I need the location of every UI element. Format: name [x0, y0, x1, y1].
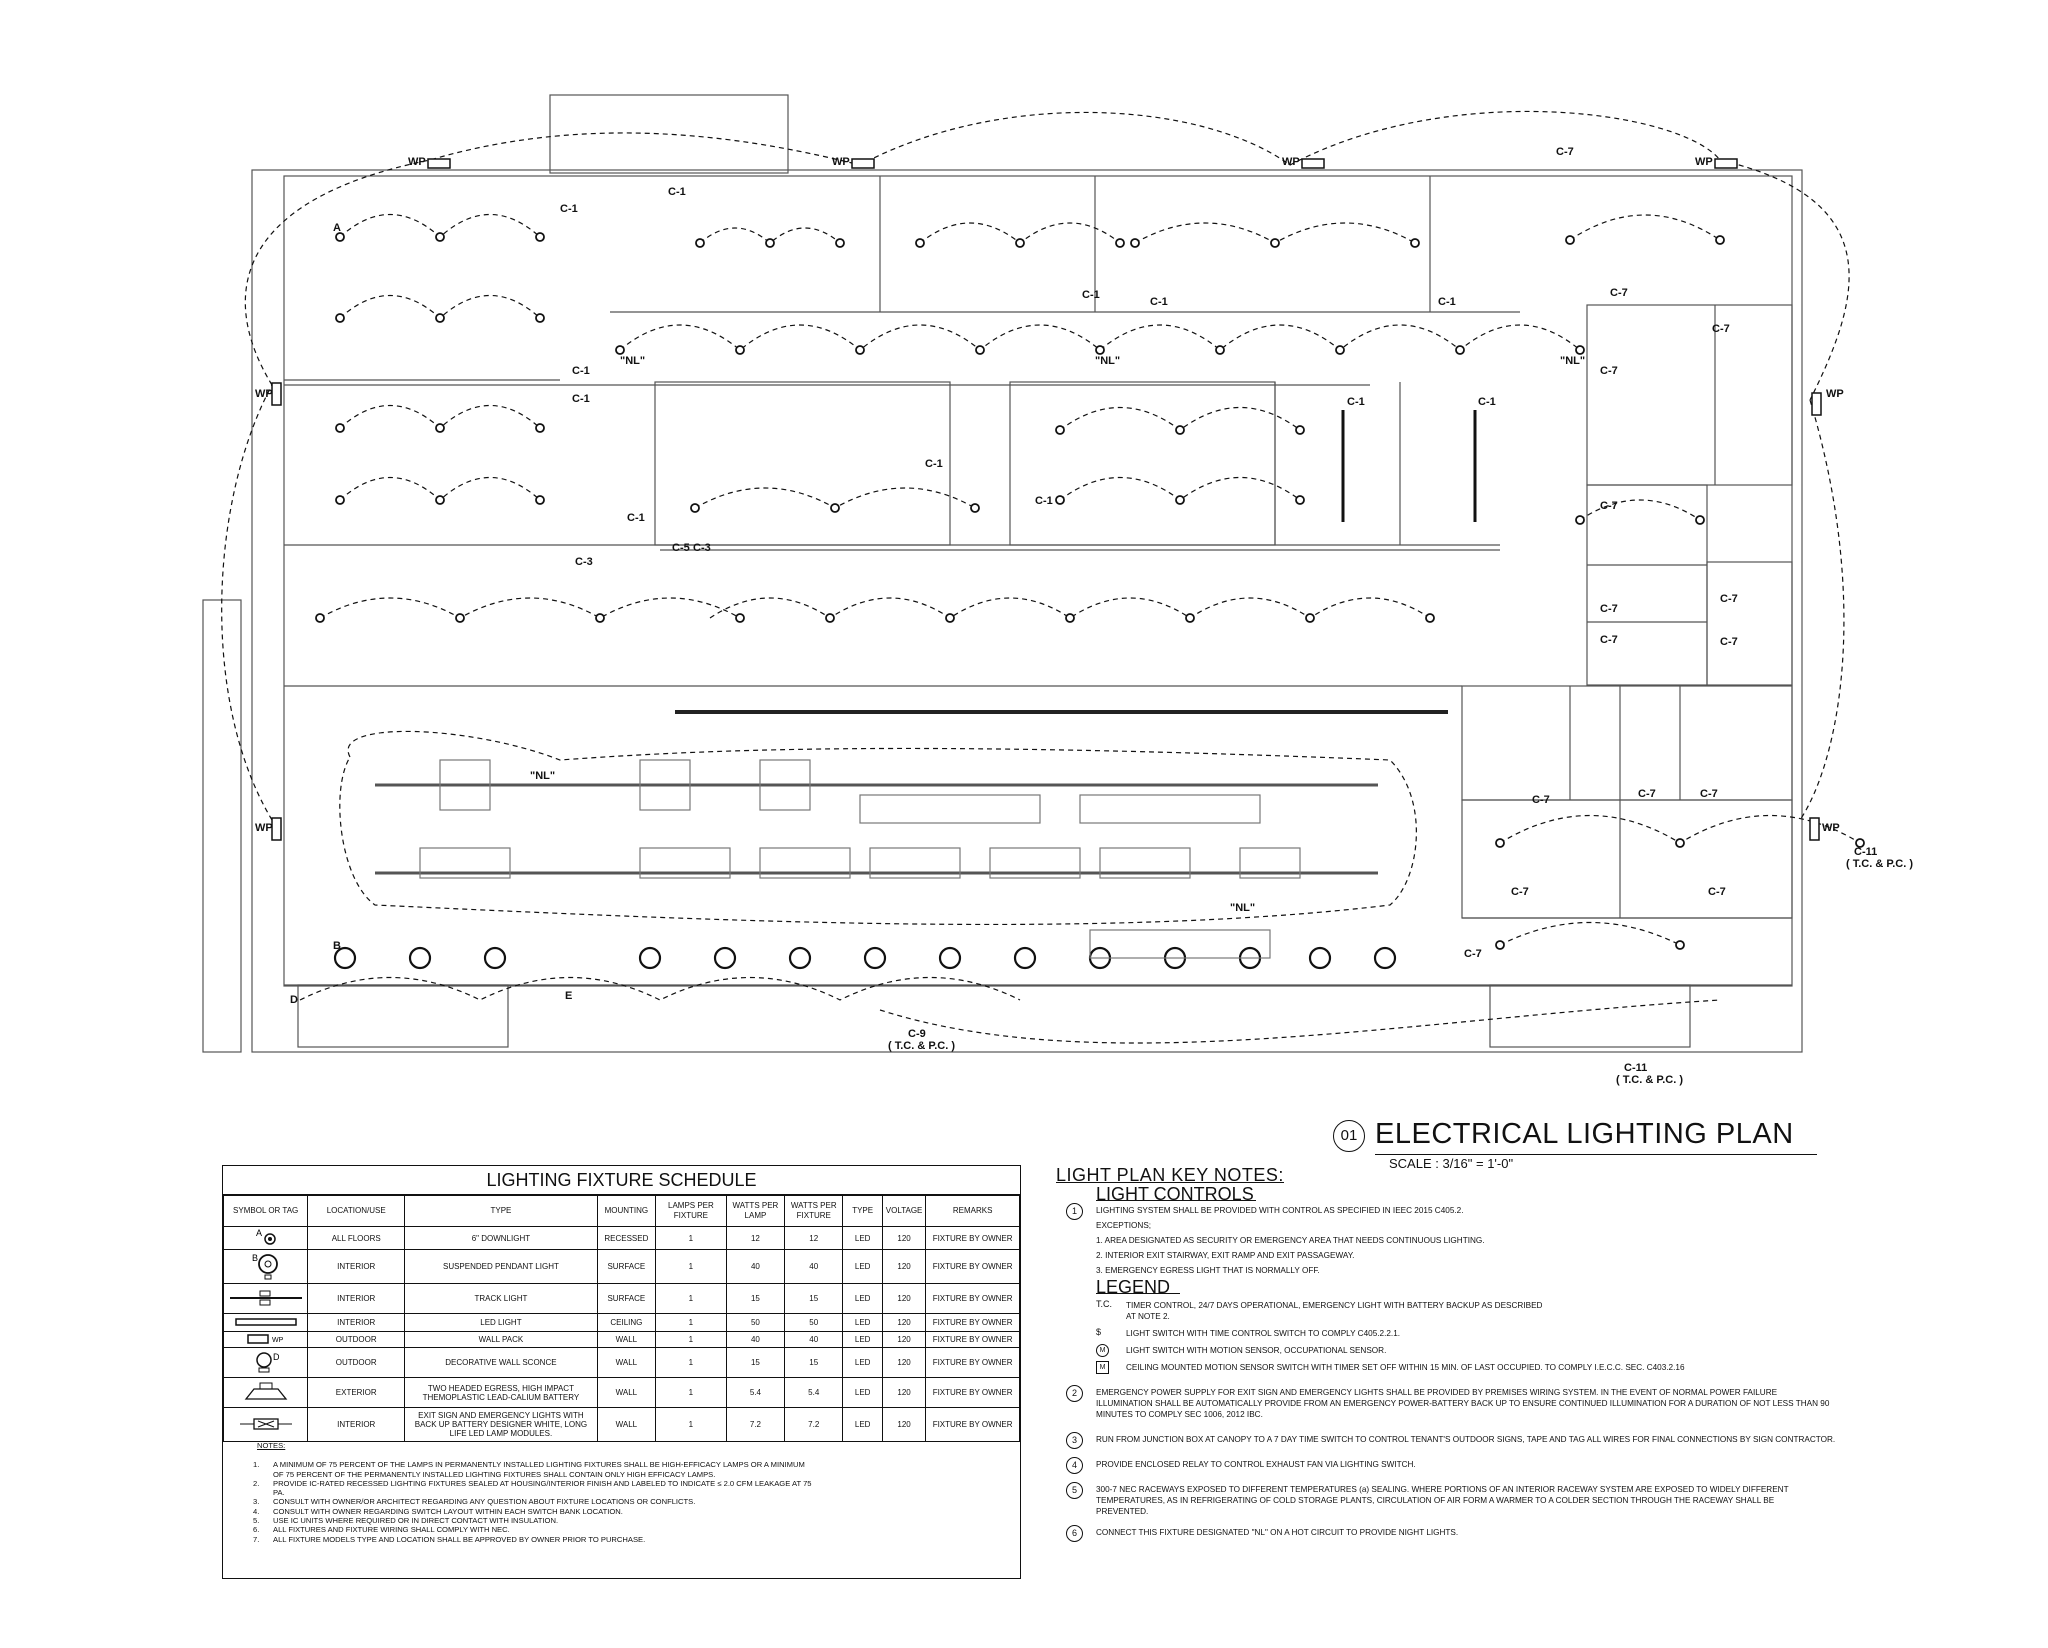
- wp-label: WP: [1282, 156, 1300, 168]
- time-switch-icon: $: [1096, 1327, 1102, 1337]
- drawing-number: 01: [1333, 1120, 1365, 1152]
- cell-location: OUTDOOR: [308, 1348, 405, 1378]
- key-note-text: PROVIDE ENCLOSED RELAY TO CONTROL EXHAUST FAN VIA LIGHTING SWITCH.: [1096, 1460, 1416, 1469]
- cell-voltage: 120: [882, 1378, 925, 1408]
- circuit-label: C-7: [1532, 794, 1550, 806]
- notes-heading: NOTES:: [257, 1441, 286, 1450]
- table-row: [224, 1378, 1020, 1408]
- cell-watts-lamp: 5.4: [726, 1378, 784, 1408]
- cell-type: 6" DOWNLIGHT: [405, 1227, 598, 1250]
- cell-voltage: 120: [882, 1408, 925, 1442]
- lighting-fixture-schedule: [222, 1165, 1021, 1579]
- pendant-symbol-icon: [224, 1250, 308, 1284]
- circuit-label: C-7: [1600, 365, 1618, 377]
- wp-label: WP: [408, 156, 426, 168]
- cell-location: EXTERIOR: [308, 1378, 405, 1408]
- circuit-label: C-7: [1712, 323, 1730, 335]
- cell-watts-fixture: 7.2: [785, 1408, 843, 1442]
- circuit-label: C-1: [1438, 296, 1456, 308]
- cell-remarks: FIXTURE BY OWNER: [926, 1250, 1020, 1284]
- symbol-tag-b: B: [251, 1252, 258, 1263]
- cell-lamps: 1: [656, 1378, 727, 1408]
- note-number: 5.: [253, 1516, 260, 1526]
- note-number: 6.: [253, 1525, 260, 1535]
- cell-watts-lamp: 15: [726, 1284, 784, 1314]
- column-header: MOUNTING: [597, 1196, 655, 1227]
- cell-remarks: FIXTURE BY OWNER: [926, 1348, 1020, 1378]
- cell-location: INTERIOR: [308, 1408, 405, 1442]
- exception-item: 1. AREA DESIGNATED AS SECURITY OR EMERGENCY AREA THAT NEEDS CONTINUOUS LIGHTING.: [1096, 1236, 1485, 1245]
- key-note-text: EMERGENCY POWER SUPPLY FOR EXIT SIGN AND EMERGENCY LIGHTS SHALL BE PROVIDED BY PREMISES WIRING SYSTEM. IN THE EVENT OF NORMAL POWER FAILURE ILLUMINATION SHALL BE AUTOMATICALLY PROVIDE FROM AN EMERGENCY POWER-BATTERY BACK UP TO ENSURE CONTINUED ILLUMINATION FOR A DURATION OF NOT LESS THAN 90 MINUTES TO COMPLY SEC 1006, 2012 IBC.: [1096, 1388, 1830, 1419]
- circuit-label: C-1: [925, 458, 943, 470]
- legend-item: [1056, 1345, 2016, 1356]
- cell-voltage: 120: [882, 1348, 925, 1378]
- note-number: 4.: [253, 1506, 260, 1516]
- c9-circuit: C-9: [908, 1028, 926, 1040]
- circuit-label: C-7: [1708, 886, 1726, 898]
- exception-item: 2. INTERIOR EXIT STAIRWAY, EXIT RAMP AND EXIT PASSAGEWAY.: [1096, 1251, 1355, 1260]
- c11-right-circuit: C-11: [1854, 846, 1878, 858]
- fixture-tag: E: [565, 990, 573, 1002]
- cell-mounting: WALL: [597, 1408, 655, 1442]
- table-row: [224, 1250, 1020, 1284]
- cell-watts-fixture: 5.4: [785, 1378, 843, 1408]
- c9-note: ( T.C. & P.C. ): [888, 1040, 956, 1052]
- cell-watts-fixture: 15: [785, 1284, 843, 1314]
- wall-sconce-symbol-icon: [224, 1348, 308, 1378]
- exception-item: 3. EMERGENCY EGRESS LIGHT THAT IS NORMALLY OFF.: [1096, 1266, 1320, 1275]
- cell-voltage: 120: [882, 1332, 925, 1348]
- c11-bottom-note: ( T.C. & P.C. ): [1616, 1074, 1684, 1086]
- table-row: [224, 1332, 1020, 1348]
- cell-mounting: RECESSED: [597, 1227, 655, 1250]
- wp-label: WP: [255, 822, 273, 834]
- cell-remarks: FIXTURE BY OWNER: [926, 1314, 1020, 1332]
- key-note-number: 3: [1066, 1432, 1083, 1449]
- note-item: [253, 1460, 813, 1479]
- key-note-1: [1056, 1205, 2016, 1216]
- key-note-5: [1056, 1484, 1796, 1517]
- column-header: REMARKS: [926, 1196, 1020, 1227]
- cell-lamps: 1: [656, 1332, 727, 1348]
- schedule-notes: [253, 1441, 813, 1544]
- legend-text: LIGHT SWITCH WITH MOTION SENSOR, OCCUPATIONAL SENSOR.: [1126, 1346, 1387, 1355]
- legend-text-continued: AT NOTE 2.: [1126, 1312, 1170, 1321]
- wp-label: WP: [1826, 388, 1844, 400]
- circuit-label-c11-right: [1846, 846, 1913, 870]
- cell-location: INTERIOR: [308, 1250, 405, 1284]
- key-note-number: 4: [1066, 1457, 1083, 1474]
- cell-watts-fixture: 40: [785, 1250, 843, 1284]
- column-header: WATTS PER LAMP: [726, 1196, 784, 1227]
- note-item: [253, 1479, 813, 1498]
- exceptions-heading: EXCEPTIONS;: [1096, 1221, 1152, 1230]
- cell-watts-lamp: 40: [726, 1332, 784, 1348]
- light-plan-key-notes: [1056, 1165, 2016, 1538]
- circuit-label: C-1: [1347, 396, 1365, 408]
- ceiling-motion-sensor-icon: M: [1096, 1361, 1109, 1374]
- circuit-label: C-1: [668, 186, 686, 198]
- circuit-label: C-1: [1478, 396, 1496, 408]
- drawing-scale: SCALE : 3/16" = 1'-0": [1389, 1156, 1514, 1171]
- column-header: TYPE: [405, 1196, 598, 1227]
- cell-type: WALL PACK: [405, 1332, 598, 1348]
- schedule-header-row: [224, 1196, 1020, 1227]
- circuit-label: C-7: [1638, 788, 1656, 800]
- cell-remarks: FIXTURE BY OWNER: [926, 1378, 1020, 1408]
- note-text: A MINIMUM OF 75 PERCENT OF THE LAMPS IN PERMANENTLY INSTALLED LIGHTING FIXTURES SHALL BE HIGH-EFFICACY LAMPS OR A MINIMUM OF 75 PERCENT OF THE PERMANENTLY INSTALLED LIGHTING FIXTURES SHALL CONTAIN ONLY HIGH EFFICACY LAMPS.: [273, 1460, 805, 1479]
- cell-watts-fixture: 40: [785, 1332, 843, 1348]
- cell-lamp-type: LED: [843, 1348, 883, 1378]
- cell-lamps: 1: [656, 1250, 727, 1284]
- key-note-number: 2: [1066, 1385, 1083, 1402]
- cell-voltage: 120: [882, 1284, 925, 1314]
- circuit-label: C-1: [572, 365, 590, 377]
- motion-switch-icon: M: [1096, 1344, 1109, 1357]
- c11-right-note: ( T.C. & P.C. ): [1846, 858, 1914, 870]
- legend-text: CEILING MOUNTED MOTION SENSOR SWITCH WITH TIMER SET OFF WITHIN 15 MIN. OF LAST OCCUPIED. TO COMPLY I.E.C.C. SEC. C403.2.16: [1126, 1363, 1685, 1372]
- circuit-label: C-7: [1600, 603, 1618, 615]
- cell-location: INTERIOR: [308, 1314, 405, 1332]
- key-note-6: [1056, 1527, 2016, 1538]
- table-row: [224, 1408, 1020, 1442]
- nl-label: "NL": [1560, 355, 1586, 367]
- table-row: [224, 1284, 1020, 1314]
- note-text: PROVIDE IC-RATED RECESSED LIGHTING FIXTURES SEALED AT HOUSING/INTERIOR FINISH AND LABELED TO INDICATE ≤ 2.0 CFM LEAKAGE AT 75 PA.: [273, 1478, 812, 1498]
- circuit-label-c11-bottom: [1616, 1062, 1683, 1086]
- legend-text: LIGHT SWITCH WITH TIME CONTROL SWITCH TO COMPLY C405.2.2.1.: [1126, 1329, 1401, 1338]
- note-number: 1.: [253, 1460, 260, 1470]
- fixture-tag: A: [333, 222, 341, 234]
- cell-mounting: SURFACE: [597, 1250, 655, 1284]
- cell-type: DECORATIVE WALL SCONCE: [405, 1348, 598, 1378]
- cell-watts-lamp: 12: [726, 1227, 784, 1250]
- track-light-symbol-icon: [224, 1284, 308, 1314]
- note-text: CONSULT WITH OWNER REGARDING SWITCH LAYOUT WITHIN EACH SWITCH BANK LOCATION.: [273, 1506, 623, 1516]
- circuit-label: C-1: [1035, 495, 1053, 507]
- note-item: [253, 1516, 813, 1525]
- cell-lamps: 1: [656, 1314, 727, 1332]
- column-header: SYMBOL OR TAG: [224, 1196, 308, 1227]
- cell-remarks: FIXTURE BY OWNER: [926, 1284, 1020, 1314]
- table-row: [224, 1348, 1020, 1378]
- cell-watts-fixture: 15: [785, 1348, 843, 1378]
- circuit-label: C-7: [1511, 886, 1529, 898]
- nl-label: "NL": [1230, 902, 1256, 914]
- circuit-label: C-7: [1464, 948, 1482, 960]
- note-item: [253, 1535, 813, 1544]
- cell-location: ALL FLOORS: [308, 1227, 405, 1250]
- cell-lamp-type: LED: [843, 1227, 883, 1250]
- cell-watts-fixture: 50: [785, 1314, 843, 1332]
- table-row: [224, 1227, 1020, 1250]
- legend-heading: LEGEND: [1096, 1277, 1171, 1297]
- cell-type: TRACK LIGHT: [405, 1284, 598, 1314]
- cell-lamps: 1: [656, 1284, 727, 1314]
- schedule-title: LIGHTING FIXTURE SCHEDULE: [223, 1166, 1020, 1195]
- legend-item: [1056, 1300, 2016, 1322]
- cell-watts-lamp: 50: [726, 1314, 784, 1332]
- cell-location: OUTDOOR: [308, 1332, 405, 1348]
- wall-pack-symbol-icon: [224, 1332, 308, 1348]
- led-strip-symbol-icon: [224, 1314, 308, 1332]
- cell-location: INTERIOR: [308, 1284, 405, 1314]
- key-note-number: 6: [1066, 1525, 1083, 1542]
- note-item: [253, 1497, 813, 1506]
- nl-label: "NL": [620, 355, 646, 367]
- nl-label: "NL": [530, 770, 556, 782]
- key-note-text: CONNECT THIS FIXTURE DESIGNATED "NL" ON A HOT CIRCUIT TO PROVIDE NIGHT LIGHTS.: [1096, 1528, 1459, 1537]
- cell-lamp-type: LED: [843, 1378, 883, 1408]
- cell-watts-lamp: 15: [726, 1348, 784, 1378]
- key-note-text: RUN FROM JUNCTION BOX AT CANOPY TO A 7 DAY TIME SWITCH TO CONTROL TENANT'S OUTDOOR SIGNS, TAPE AND TAG ALL WIRES FOR FINAL CONNECTIONS BY SIGN CONTRACTOR.: [1096, 1435, 1836, 1444]
- fixture-tag: D: [290, 994, 298, 1006]
- cell-type: SUSPENDED PENDANT LIGHT: [405, 1250, 598, 1284]
- note-text: CONSULT WITH OWNER/OR ARCHITECT REGARDING ANY QUESTION ABOUT FIXTURE LOCATIONS OR CONFLICTS.: [273, 1497, 696, 1507]
- circuit-label: C-7: [1556, 146, 1574, 158]
- circuit-label: C-7: [1720, 636, 1738, 648]
- cell-lamp-type: LED: [843, 1408, 883, 1442]
- note-number: 7.: [253, 1534, 260, 1544]
- egress-light-symbol-icon: [224, 1378, 308, 1408]
- symbol-tag-a: A: [255, 1228, 262, 1238]
- legend-item: [1056, 1362, 2016, 1373]
- cell-lamps: 1: [656, 1348, 727, 1378]
- cell-mounting: SURFACE: [597, 1284, 655, 1314]
- cell-remarks: FIXTURE BY OWNER: [926, 1408, 1020, 1442]
- circuit-label-c9: [888, 1028, 955, 1052]
- legend-symbol: T.C.: [1096, 1299, 1113, 1309]
- column-header: VOLTAGE: [882, 1196, 925, 1227]
- column-header: WATTS PER FIXTURE: [785, 1196, 843, 1227]
- cell-mounting: WALL: [597, 1378, 655, 1408]
- circuit-label: C-1: [1082, 289, 1100, 301]
- note-number: 2.: [253, 1478, 260, 1488]
- cell-watts-lamp: 7.2: [726, 1408, 784, 1442]
- cell-remarks: FIXTURE BY OWNER: [926, 1227, 1020, 1250]
- cell-lamp-type: LED: [843, 1314, 883, 1332]
- key-note-text: 300-7 NEC RACEWAYS EXPOSED TO DIFFERENT TEMPERATURES (a) SEALING. WHERE PORTIONS OF AN INTERIOR RACEWAY SYSTEM ARE EXPOSED TO WIDELY DIFFERENT TEMPERATURES, AS IN REFRIGERATING OF COLD STORAGE PLANTS, CIRCULATION OF AIR FORM A WARMER TO A COLDER SECTION THROUGH THE RACEWAY SHALL BE PREVENTED.: [1096, 1485, 1789, 1516]
- cell-watts-fixture: 12: [785, 1227, 843, 1250]
- legend-text: TIMER CONTROL, 24/7 DAYS OPERATIONAL, EMERGENCY LIGHT WITH BATTERY BACKUP AS DESCRIBED: [1126, 1301, 1543, 1310]
- circuit-label: C-7: [1610, 287, 1628, 299]
- circuit-label: C-7: [1700, 788, 1718, 800]
- wp-label: WP: [1822, 822, 1840, 834]
- cell-voltage: 120: [882, 1314, 925, 1332]
- cell-voltage: 120: [882, 1227, 925, 1250]
- cell-mounting: WALL: [597, 1332, 655, 1348]
- circuit-label: C-1: [1150, 296, 1168, 308]
- note-text: ALL FIXTURE MODELS TYPE AND LOCATION SHALL BE APPROVED BY OWNER PRIOR TO PURCHASE.: [273, 1534, 646, 1544]
- circuit-label: C-5: [672, 542, 690, 554]
- column-header: LOCATION/USE: [308, 1196, 405, 1227]
- canopy-left: [203, 600, 241, 1052]
- table-row: [224, 1314, 1020, 1332]
- cell-lamp-type: LED: [843, 1284, 883, 1314]
- note-item: [253, 1507, 813, 1516]
- note-text: USE IC UNITS WHERE REQUIRED OR IN DIRECT CONTACT WITH INSULATION.: [273, 1516, 559, 1526]
- circuit-label: C-1: [627, 512, 645, 524]
- circuit-label: C-1: [572, 393, 590, 405]
- wp-label: WP: [1695, 156, 1713, 168]
- key-note-3: [1056, 1434, 2016, 1445]
- circuit-label: C-7: [1720, 593, 1738, 605]
- key-note-number: 5: [1066, 1482, 1083, 1499]
- note-item: [253, 1525, 813, 1534]
- cell-lamps: 1: [656, 1408, 727, 1442]
- column-header: TYPE: [843, 1196, 883, 1227]
- nl-label: "NL": [1095, 355, 1121, 367]
- circuit-label: C-7: [1600, 634, 1618, 646]
- cell-voltage: 120: [882, 1250, 925, 1284]
- key-note-number: 1: [1066, 1203, 1083, 1220]
- building-outline: [252, 170, 1802, 1052]
- cell-lamp-type: LED: [843, 1332, 883, 1348]
- note-number: 3.: [253, 1497, 260, 1507]
- cell-type: EXIT SIGN AND EMERGENCY LIGHTS WITH BACK UP BATTERY DESIGNER WHITE, LONG LIFE LED LAMP MODULES.: [405, 1408, 598, 1442]
- legend-item: [1056, 1328, 2016, 1339]
- key-note-text: LIGHTING SYSTEM SHALL BE PROVIDED WITH CONTROL AS SPECIFIED IN IEEC 2015 C405.2.: [1096, 1206, 1464, 1215]
- cell-lamp-type: LED: [843, 1250, 883, 1284]
- wp-label: WP: [255, 388, 273, 400]
- circuit-label: C-3: [575, 556, 593, 568]
- cell-remarks: FIXTURE BY OWNER: [926, 1332, 1020, 1348]
- exit-sign-symbol-icon: [224, 1408, 308, 1442]
- key-note-2: [1056, 1387, 1836, 1420]
- note-text: ALL FIXTURES AND FIXTURE WIRING SHALL COMPLY WITH NEC.: [273, 1525, 510, 1535]
- cell-type: TWO HEADED EGRESS, HIGH IMPACT THEMOPLASTIC LEAD-CALIUM BATTERY: [405, 1378, 598, 1408]
- cell-type: LED LIGHT: [405, 1314, 598, 1332]
- downlight-symbol-icon: [224, 1227, 308, 1250]
- c11-bottom-circuit: C-11: [1624, 1062, 1648, 1074]
- drawing-title: ELECTRICAL LIGHTING PLAN: [1375, 1118, 1794, 1150]
- circuit-label: C-1: [560, 203, 578, 215]
- fixture-tag: B: [333, 940, 341, 952]
- light-controls-heading: LIGHT CONTROLS: [1096, 1184, 1254, 1204]
- key-note-4: [1056, 1459, 2016, 1470]
- key-notes-title: LIGHT PLAN KEY NOTES:: [1056, 1165, 1284, 1185]
- title-underline: [1375, 1154, 1817, 1155]
- schedule-table: [223, 1195, 1020, 1442]
- cell-watts-lamp: 40: [726, 1250, 784, 1284]
- cell-lamps: 1: [656, 1227, 727, 1250]
- column-header: LAMPS PER FIXTURE: [656, 1196, 727, 1227]
- circuit-label: C-7: [1600, 500, 1618, 512]
- circuit-label: C-3: [693, 542, 711, 554]
- symbol-tag-wp: WP: [271, 1336, 283, 1344]
- wp-label: WP: [832, 156, 850, 168]
- cell-mounting: CEILING: [597, 1314, 655, 1332]
- cell-mounting: WALL: [597, 1348, 655, 1378]
- symbol-tag-d: D: [272, 1351, 280, 1362]
